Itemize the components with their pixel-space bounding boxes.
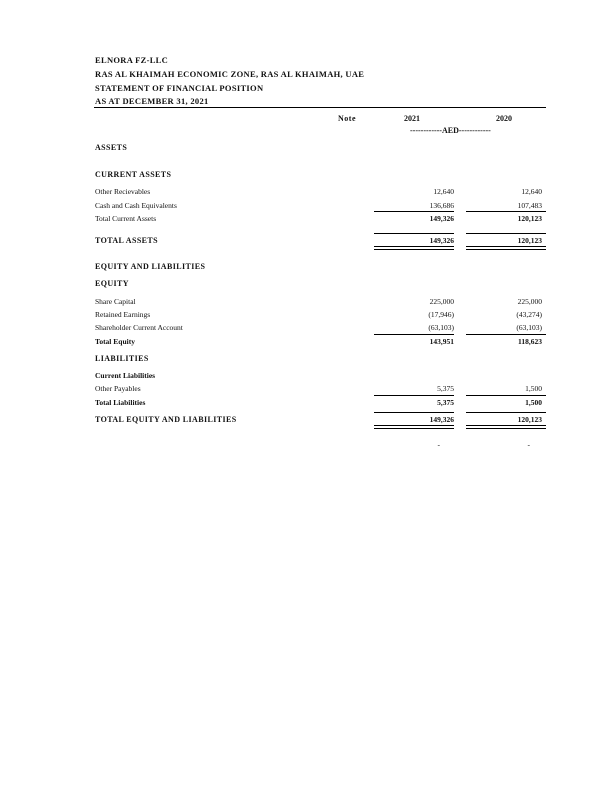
subtotal-rule <box>466 211 546 212</box>
total-rule <box>374 412 454 413</box>
value-2020: 120,123 <box>517 415 542 424</box>
value-2020: 12,640 <box>521 187 542 196</box>
currency-header: ------------AED------------ <box>410 126 491 135</box>
subtotal-rule <box>466 395 546 396</box>
value-2021: 5,375 <box>437 398 454 407</box>
row-label: Shareholder Current Account <box>95 323 183 332</box>
current-liabilities-heading: Current Liabilities <box>95 371 156 380</box>
row-label: Total Liabilities <box>95 398 146 407</box>
value-2021: (63,103) <box>428 323 454 332</box>
year-2021-header: 2021 <box>404 114 420 123</box>
statement-date: AS AT DECEMBER 31, 2021 <box>95 96 209 106</box>
note-column-header: Note <box>338 114 356 123</box>
company-name: ELNORA FZ-LLC <box>95 55 169 65</box>
liabilities-heading: LIABILITIES <box>95 354 149 363</box>
value-2020: (63,103) <box>516 323 542 332</box>
value-2021: 5,375 <box>437 384 454 393</box>
check-2020: - <box>527 440 530 449</box>
value-2020: 120,123 <box>517 236 542 245</box>
value-2020: 1,500 <box>525 384 542 393</box>
double-underline <box>374 246 454 250</box>
equity-heading: EQUITY <box>95 279 129 288</box>
current-assets-heading: CURRENT ASSETS <box>95 170 172 179</box>
value-2020: 118,623 <box>518 337 542 346</box>
header-divider <box>94 107 546 108</box>
value-2021: (17,946) <box>428 310 454 319</box>
row-label: Other Payables <box>95 384 141 393</box>
check-2021: - <box>437 440 440 449</box>
row-label: Total Current Assets <box>95 214 157 223</box>
assets-heading: ASSETS <box>95 143 128 152</box>
row-label: Total Equity <box>95 337 135 346</box>
row-label: Retained Earnings <box>95 310 151 319</box>
subtotal-rule <box>466 334 546 335</box>
value-2021: 143,951 <box>429 337 454 346</box>
value-2020: 107,483 <box>517 201 542 210</box>
row-label: TOTAL ASSETS <box>95 236 158 245</box>
value-2020: 120,123 <box>517 214 542 223</box>
subtotal-rule <box>374 395 454 396</box>
row-label: Cash and Cash Equivalents <box>95 201 177 210</box>
value-2021: 149,326 <box>429 214 454 223</box>
value-2021: 149,326 <box>429 415 454 424</box>
value-2020: 1,500 <box>525 398 542 407</box>
double-underline <box>466 425 546 429</box>
total-rule <box>466 412 546 413</box>
equity-liabilities-heading: EQUITY AND LIABILITIES <box>95 262 206 271</box>
double-underline <box>374 425 454 429</box>
statement-title: STATEMENT OF FINANCIAL POSITION <box>95 83 264 93</box>
value-2020: 225,000 <box>517 297 542 306</box>
company-address: RAS AL KHAIMAH ECONOMIC ZONE, RAS AL KHAIMAH, UAE <box>95 69 365 79</box>
total-rule <box>374 233 454 234</box>
row-label: Other Recievables <box>95 187 151 196</box>
value-2021: 149,326 <box>429 236 454 245</box>
total-rule <box>466 233 546 234</box>
value-2020: (43,274) <box>516 310 542 319</box>
value-2021: 136,686 <box>429 201 454 210</box>
row-label: TOTAL EQUITY AND LIABILITIES <box>95 415 237 424</box>
row-label: Share Capital <box>95 297 136 306</box>
subtotal-rule <box>374 334 454 335</box>
subtotal-rule <box>374 211 454 212</box>
value-2021: 12,640 <box>433 187 454 196</box>
year-2020-header: 2020 <box>496 114 512 123</box>
value-2021: 225,000 <box>429 297 454 306</box>
double-underline <box>466 246 546 250</box>
